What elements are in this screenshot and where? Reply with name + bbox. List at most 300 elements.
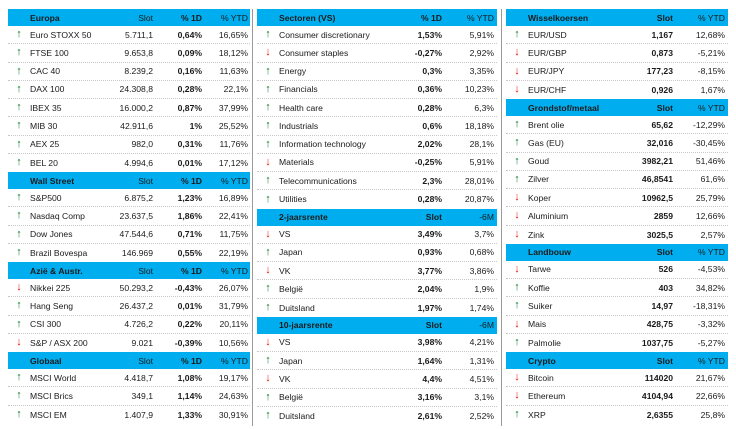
value-cell: 4,51% bbox=[469, 373, 494, 384]
section-header bbox=[8, 9, 250, 26]
value-cell: 4,4% bbox=[422, 373, 442, 384]
value-cell: 25,79% bbox=[695, 192, 725, 203]
value-cell: 16,65% bbox=[218, 29, 248, 40]
instrument-name: Zink bbox=[528, 229, 545, 240]
arrow-up-icon: ↑ bbox=[16, 371, 22, 384]
arrow-up-icon: ↑ bbox=[514, 136, 520, 149]
value-cell: 0,71% bbox=[177, 229, 202, 240]
section-header bbox=[506, 9, 728, 26]
instrument-name: België bbox=[279, 283, 303, 294]
value-cell: 20,87% bbox=[464, 194, 494, 205]
value-cell: 34,82% bbox=[695, 282, 725, 293]
value-cell: 2,92% bbox=[469, 47, 494, 58]
value-cell: 1,167 bbox=[651, 29, 673, 40]
section-rows bbox=[8, 189, 250, 262]
arrow-up-icon: ↑ bbox=[265, 137, 271, 150]
table-row bbox=[257, 117, 497, 135]
section-title: Crypto bbox=[528, 355, 556, 366]
arrow-up-icon: ↑ bbox=[514, 336, 520, 349]
instrument-name: Aluminium bbox=[528, 210, 569, 221]
section-header bbox=[506, 99, 728, 116]
arrow-up-icon: ↑ bbox=[265, 245, 271, 258]
table-row bbox=[8, 117, 250, 135]
column-header: % 1D bbox=[180, 355, 202, 366]
value-cell: 50.293,2 bbox=[119, 282, 153, 293]
table-row bbox=[257, 334, 497, 352]
arrow-down-icon: ↓ bbox=[265, 155, 271, 168]
table-row bbox=[8, 316, 250, 334]
value-cell: 14,97 bbox=[651, 300, 673, 311]
instrument-name: Brent olie bbox=[528, 119, 565, 130]
value-cell: 23.637,5 bbox=[119, 210, 153, 221]
value-cell: 5.711,1 bbox=[124, 29, 153, 40]
value-cell: 0,16% bbox=[177, 66, 202, 77]
value-cell: 114020 bbox=[644, 372, 673, 383]
value-cell: 11,75% bbox=[219, 229, 248, 240]
value-cell: 51,46% bbox=[695, 156, 725, 167]
value-cell: 12,68% bbox=[695, 29, 725, 40]
arrow-up-icon: ↑ bbox=[514, 172, 520, 185]
value-cell: 2,3% bbox=[422, 175, 442, 186]
value-cell: -4,53% bbox=[697, 264, 725, 275]
arrow-up-icon: ↑ bbox=[16, 299, 22, 312]
arrow-down-icon: ↓ bbox=[514, 83, 520, 96]
value-cell: 0,28% bbox=[417, 102, 442, 113]
column-currencies-commodities bbox=[506, 9, 728, 424]
table-row bbox=[506, 26, 728, 44]
value-cell: 47.544,6 bbox=[119, 229, 153, 240]
value-cell: -30,45% bbox=[692, 137, 725, 148]
section-title: 10-jaarsrente bbox=[279, 320, 333, 331]
value-cell: 21,67% bbox=[695, 372, 725, 383]
column-header: % YTD bbox=[220, 265, 248, 276]
value-cell: -0,27% bbox=[414, 47, 442, 58]
arrow-up-icon: ↑ bbox=[514, 408, 520, 421]
section-header bbox=[8, 352, 250, 369]
instrument-name: VK bbox=[279, 265, 291, 276]
table-row bbox=[506, 297, 728, 315]
value-cell: 16.000,2 bbox=[119, 102, 153, 113]
instrument-name: Health care bbox=[279, 102, 323, 113]
table-row bbox=[8, 387, 250, 405]
value-cell: 1,31% bbox=[469, 355, 494, 366]
table-row bbox=[257, 172, 497, 190]
section-rows bbox=[257, 26, 497, 209]
arrow-down-icon: ↓ bbox=[514, 64, 520, 77]
value-cell: 0,873 bbox=[651, 47, 673, 58]
value-cell: 526 bbox=[658, 264, 673, 275]
column-header: Slot bbox=[138, 175, 153, 186]
value-cell: 0,64% bbox=[177, 29, 202, 40]
column-header: % YTD bbox=[220, 12, 248, 23]
value-cell: 2859 bbox=[653, 210, 673, 221]
arrow-up-icon: ↑ bbox=[16, 156, 22, 169]
instrument-name: Information technology bbox=[279, 139, 366, 150]
value-cell: 3,7% bbox=[474, 229, 494, 240]
value-cell: 177,23 bbox=[646, 66, 673, 77]
column-header: % YTD bbox=[220, 355, 248, 366]
section-header bbox=[257, 317, 497, 334]
value-cell: 1,97% bbox=[417, 302, 442, 313]
value-cell: 1,14% bbox=[177, 390, 202, 401]
value-cell: 19,17% bbox=[218, 372, 248, 383]
value-cell: -0,43% bbox=[174, 282, 202, 293]
instrument-name: DAX 100 bbox=[30, 84, 65, 95]
section-header bbox=[8, 172, 250, 189]
table-row bbox=[506, 171, 728, 189]
table-row bbox=[506, 44, 728, 62]
value-cell: 20,11% bbox=[219, 319, 248, 330]
section-title: 2-jaarsrente bbox=[279, 212, 328, 222]
value-cell: 9.021 bbox=[131, 337, 153, 348]
instrument-name: EUR/JPY bbox=[528, 66, 565, 77]
arrow-down-icon: ↓ bbox=[16, 281, 22, 294]
value-cell: 2,61% bbox=[417, 410, 442, 421]
table-row bbox=[8, 226, 250, 244]
instrument-name: CSI 300 bbox=[30, 319, 62, 330]
instrument-name: Nikkei 225 bbox=[30, 282, 71, 293]
arrow-up-icon: ↑ bbox=[265, 174, 271, 187]
arrow-down-icon: ↓ bbox=[514, 371, 520, 384]
value-cell: 10,56% bbox=[218, 337, 248, 348]
table-row bbox=[8, 99, 250, 117]
value-cell: 0,22% bbox=[177, 319, 202, 330]
instrument-name: Energy bbox=[279, 66, 307, 77]
instrument-name: Consumer discretionary bbox=[279, 29, 370, 40]
column-header: % YTD bbox=[466, 12, 494, 23]
table-row bbox=[506, 261, 728, 279]
section-rows bbox=[506, 261, 728, 352]
column-header: Slot bbox=[656, 355, 673, 366]
instrument-name: EUR/USD bbox=[528, 29, 567, 40]
table-row bbox=[257, 389, 497, 407]
value-cell: 349,1 bbox=[131, 390, 153, 401]
column-header: % YTD bbox=[220, 175, 248, 186]
column-header: % YTD bbox=[697, 102, 725, 113]
value-cell: 0,3% bbox=[422, 66, 442, 77]
table-row bbox=[8, 406, 250, 424]
value-cell: 5,91% bbox=[469, 157, 494, 168]
value-cell: 31,79% bbox=[218, 300, 248, 311]
value-cell: 10962,5 bbox=[641, 192, 673, 203]
value-cell: 24.308,8 bbox=[119, 84, 153, 95]
section-rows bbox=[8, 26, 250, 172]
instrument-name: Gas (EU) bbox=[528, 137, 564, 148]
section-title: Azië & Austr. bbox=[30, 265, 83, 276]
arrow-up-icon: ↑ bbox=[265, 409, 271, 422]
table-row bbox=[257, 226, 497, 244]
value-cell: 25,52% bbox=[218, 120, 248, 131]
arrow-down-icon: ↓ bbox=[514, 228, 520, 241]
value-cell: 3,16% bbox=[417, 392, 442, 403]
column-header: Slot bbox=[138, 12, 153, 23]
instrument-name: BEL 20 bbox=[30, 157, 58, 168]
section-header bbox=[257, 209, 497, 226]
arrow-up-icon: ↑ bbox=[265, 354, 271, 367]
section-title: Europa bbox=[30, 12, 60, 23]
value-cell: 0,55% bbox=[177, 247, 202, 258]
value-cell: 2,57% bbox=[700, 229, 725, 240]
value-cell: 8.239,2 bbox=[124, 66, 153, 77]
value-cell: 1,74% bbox=[469, 302, 494, 313]
value-cell: 22,41% bbox=[218, 210, 248, 221]
value-cell: 4,21% bbox=[469, 337, 494, 348]
value-cell: 22,19% bbox=[218, 247, 248, 258]
table-row bbox=[257, 352, 497, 370]
instrument-name: Hang Seng bbox=[30, 300, 74, 311]
value-cell: 3982,21 bbox=[641, 156, 673, 167]
value-cell: 0,28% bbox=[177, 84, 202, 95]
arrow-up-icon: ↑ bbox=[16, 389, 22, 402]
column-indices bbox=[8, 9, 250, 424]
table-row bbox=[257, 81, 497, 99]
section-title: Grondstof/metaal bbox=[528, 102, 600, 113]
arrow-up-icon: ↑ bbox=[16, 119, 22, 132]
value-cell: -5,21% bbox=[697, 47, 725, 58]
value-cell: 65,62 bbox=[651, 119, 673, 130]
column-header: Slot bbox=[425, 212, 442, 222]
value-cell: 10,23% bbox=[464, 84, 494, 95]
value-cell: 2,52% bbox=[469, 410, 494, 421]
table-row bbox=[257, 154, 497, 172]
value-cell: 22,1% bbox=[223, 84, 248, 95]
table-row bbox=[257, 99, 497, 117]
value-cell: 1,23% bbox=[177, 192, 202, 203]
arrow-up-icon: ↑ bbox=[16, 137, 22, 150]
arrow-up-icon: ↑ bbox=[265, 301, 271, 314]
value-cell: 61,6% bbox=[700, 174, 725, 185]
value-cell: 1037,75 bbox=[641, 337, 673, 348]
instrument-name: Financials bbox=[279, 84, 318, 95]
table-row bbox=[506, 153, 728, 171]
value-cell: -0,25% bbox=[414, 157, 442, 168]
value-cell: -0,39% bbox=[174, 337, 202, 348]
instrument-name: Materials bbox=[279, 157, 314, 168]
arrow-up-icon: ↑ bbox=[514, 28, 520, 41]
value-cell: 0,31% bbox=[177, 139, 202, 150]
table-row bbox=[257, 370, 497, 388]
section-rows bbox=[506, 26, 728, 99]
table-row bbox=[8, 369, 250, 387]
value-cell: 3,1% bbox=[474, 392, 494, 403]
table-row bbox=[8, 44, 250, 62]
instrument-name: Consumer staples bbox=[279, 47, 349, 58]
value-cell: 1.407,9 bbox=[124, 409, 153, 420]
arrow-down-icon: ↓ bbox=[514, 317, 520, 330]
instrument-name: EUR/GBP bbox=[528, 47, 567, 58]
value-cell: 1,33% bbox=[177, 409, 202, 420]
table-row bbox=[8, 207, 250, 225]
table-row bbox=[257, 26, 497, 44]
arrow-up-icon: ↑ bbox=[265, 28, 271, 41]
arrow-up-icon: ↑ bbox=[265, 82, 271, 95]
value-cell: 1,08% bbox=[177, 372, 202, 383]
value-cell: 1,67% bbox=[700, 84, 725, 95]
section-rows bbox=[257, 226, 497, 317]
section-title: Wisselkoersen bbox=[528, 12, 589, 23]
column-header: Slot bbox=[138, 265, 153, 276]
section-rows bbox=[8, 279, 250, 352]
arrow-up-icon: ↑ bbox=[265, 282, 271, 295]
value-cell: 428,75 bbox=[646, 319, 673, 330]
table-row bbox=[8, 26, 250, 44]
arrow-up-icon: ↑ bbox=[16, 64, 22, 77]
instrument-name: Duitsland bbox=[279, 410, 315, 421]
arrow-down-icon: ↓ bbox=[514, 209, 520, 222]
table-row bbox=[8, 63, 250, 81]
value-cell: -18,31% bbox=[692, 300, 725, 311]
section-title: Sectoren (VS) bbox=[279, 12, 336, 23]
instrument-name: MSCI World bbox=[30, 372, 77, 383]
table-row bbox=[506, 189, 728, 207]
value-cell: 0,87% bbox=[177, 102, 202, 113]
section-header bbox=[8, 262, 250, 279]
instrument-name: Duitsland bbox=[279, 302, 315, 313]
value-cell: 5,91% bbox=[469, 29, 494, 40]
table-row bbox=[8, 154, 250, 172]
table-row bbox=[257, 280, 497, 298]
section-rows bbox=[506, 369, 728, 424]
value-cell: 2,04% bbox=[417, 283, 442, 294]
value-cell: 1,9% bbox=[474, 283, 494, 294]
instrument-name: MSCI EM bbox=[30, 409, 67, 420]
instrument-name: Japan bbox=[279, 355, 303, 366]
arrow-up-icon: ↑ bbox=[265, 390, 271, 403]
table-row bbox=[257, 63, 497, 81]
arrow-down-icon: ↓ bbox=[514, 191, 520, 204]
section-title: Wall Street bbox=[30, 175, 75, 186]
instrument-name: Industrials bbox=[279, 120, 319, 131]
arrow-up-icon: ↑ bbox=[16, 317, 22, 330]
table-row bbox=[257, 44, 497, 62]
section-rows bbox=[8, 369, 250, 424]
table-row bbox=[257, 136, 497, 154]
value-cell: 6.875,2 bbox=[124, 192, 153, 203]
value-cell: 0,36% bbox=[417, 84, 442, 95]
arrow-down-icon: ↓ bbox=[514, 46, 520, 59]
value-cell: 146.969 bbox=[121, 247, 153, 258]
value-cell: 16,89% bbox=[218, 192, 248, 203]
column-header: Slot bbox=[656, 247, 673, 258]
value-cell: -3,32% bbox=[697, 319, 725, 330]
column-header: % 1D bbox=[420, 12, 442, 23]
arrow-up-icon: ↑ bbox=[16, 408, 22, 421]
value-cell: 1,86% bbox=[177, 210, 202, 221]
value-cell: 12,66% bbox=[695, 210, 725, 221]
column-header: % 1D bbox=[180, 175, 202, 186]
instrument-name: FTSE 100 bbox=[30, 47, 69, 58]
column-header: % YTD bbox=[697, 12, 725, 23]
value-cell: 9.653,8 bbox=[124, 47, 153, 58]
column-header: Slot bbox=[425, 320, 442, 331]
table-row bbox=[8, 297, 250, 315]
table-row bbox=[506, 369, 728, 387]
instrument-name: Dow Jones bbox=[30, 229, 73, 240]
instrument-name: MIB 30 bbox=[30, 120, 58, 131]
value-cell: 0,01% bbox=[177, 157, 202, 168]
table-row bbox=[506, 279, 728, 297]
value-cell: 18,18% bbox=[464, 120, 494, 131]
column-divider bbox=[252, 9, 253, 426]
value-cell: 42.911,6 bbox=[120, 120, 153, 131]
arrow-up-icon: ↑ bbox=[16, 246, 22, 259]
value-cell: 18,12% bbox=[218, 47, 248, 58]
table-row bbox=[506, 406, 728, 424]
arrow-up-icon: ↑ bbox=[514, 154, 520, 167]
value-cell: 3,35% bbox=[469, 66, 494, 77]
arrow-up-icon: ↑ bbox=[265, 64, 271, 77]
table-row bbox=[257, 190, 497, 208]
value-cell: 4.994,6 bbox=[124, 157, 153, 168]
instrument-name: België bbox=[279, 392, 303, 403]
instrument-name: Japan bbox=[279, 247, 303, 258]
value-cell: 1,64% bbox=[417, 355, 442, 366]
value-cell: 3,98% bbox=[417, 337, 442, 348]
table-row bbox=[8, 334, 250, 352]
column-sectors-rates bbox=[257, 9, 497, 425]
value-cell: 0,09% bbox=[177, 47, 202, 58]
instrument-name: S&P500 bbox=[30, 192, 62, 203]
table-row bbox=[506, 334, 728, 352]
section-header bbox=[506, 244, 728, 261]
instrument-name: Nasdaq Comp bbox=[30, 210, 85, 221]
instrument-name: Mais bbox=[528, 319, 547, 330]
value-cell: 22,66% bbox=[695, 390, 725, 401]
value-cell: 2,02% bbox=[417, 139, 442, 150]
table-row bbox=[8, 279, 250, 297]
value-cell: 17,12% bbox=[218, 157, 248, 168]
instrument-name: EUR/CHF bbox=[528, 84, 567, 95]
instrument-name: Zilver bbox=[528, 174, 550, 185]
section-title: Globaal bbox=[30, 355, 62, 366]
instrument-name: VS bbox=[279, 337, 291, 348]
instrument-name: Goud bbox=[528, 156, 550, 167]
arrow-up-icon: ↑ bbox=[16, 191, 22, 204]
instrument-name: MSCI Brics bbox=[30, 390, 73, 401]
arrow-down-icon: ↓ bbox=[514, 262, 520, 275]
instrument-name: Brazil Bovespa bbox=[30, 247, 88, 258]
instrument-name: Koper bbox=[528, 192, 551, 203]
column-header: -6M bbox=[479, 212, 494, 222]
value-cell: 32,016 bbox=[646, 137, 673, 148]
value-cell: 0,28% bbox=[417, 194, 442, 205]
table-row bbox=[257, 407, 497, 425]
value-cell: 11,76% bbox=[219, 139, 248, 150]
arrow-up-icon: ↑ bbox=[265, 101, 271, 114]
value-cell: 3,49% bbox=[417, 229, 442, 240]
table-row bbox=[257, 262, 497, 280]
table-row bbox=[506, 207, 728, 225]
value-cell: 25,8% bbox=[700, 409, 725, 420]
arrow-up-icon: ↑ bbox=[514, 281, 520, 294]
value-cell: 982,0 bbox=[131, 139, 153, 150]
value-cell: 403 bbox=[658, 282, 673, 293]
instrument-name: VS bbox=[279, 229, 291, 240]
value-cell: 24,63% bbox=[218, 390, 248, 401]
table-row bbox=[8, 244, 250, 262]
table-row bbox=[506, 81, 728, 99]
value-cell: 0,6% bbox=[422, 120, 442, 131]
instrument-name: Suiker bbox=[528, 300, 553, 311]
value-cell: 46,8541 bbox=[641, 174, 673, 185]
arrow-down-icon: ↓ bbox=[265, 46, 271, 59]
instrument-name: IBEX 35 bbox=[30, 102, 62, 113]
value-cell: 2,6355 bbox=[646, 409, 673, 420]
value-cell: -12,29% bbox=[692, 119, 725, 130]
value-cell: -8,15% bbox=[697, 66, 725, 77]
section-header bbox=[506, 352, 728, 369]
value-cell: 0,926 bbox=[651, 84, 673, 95]
